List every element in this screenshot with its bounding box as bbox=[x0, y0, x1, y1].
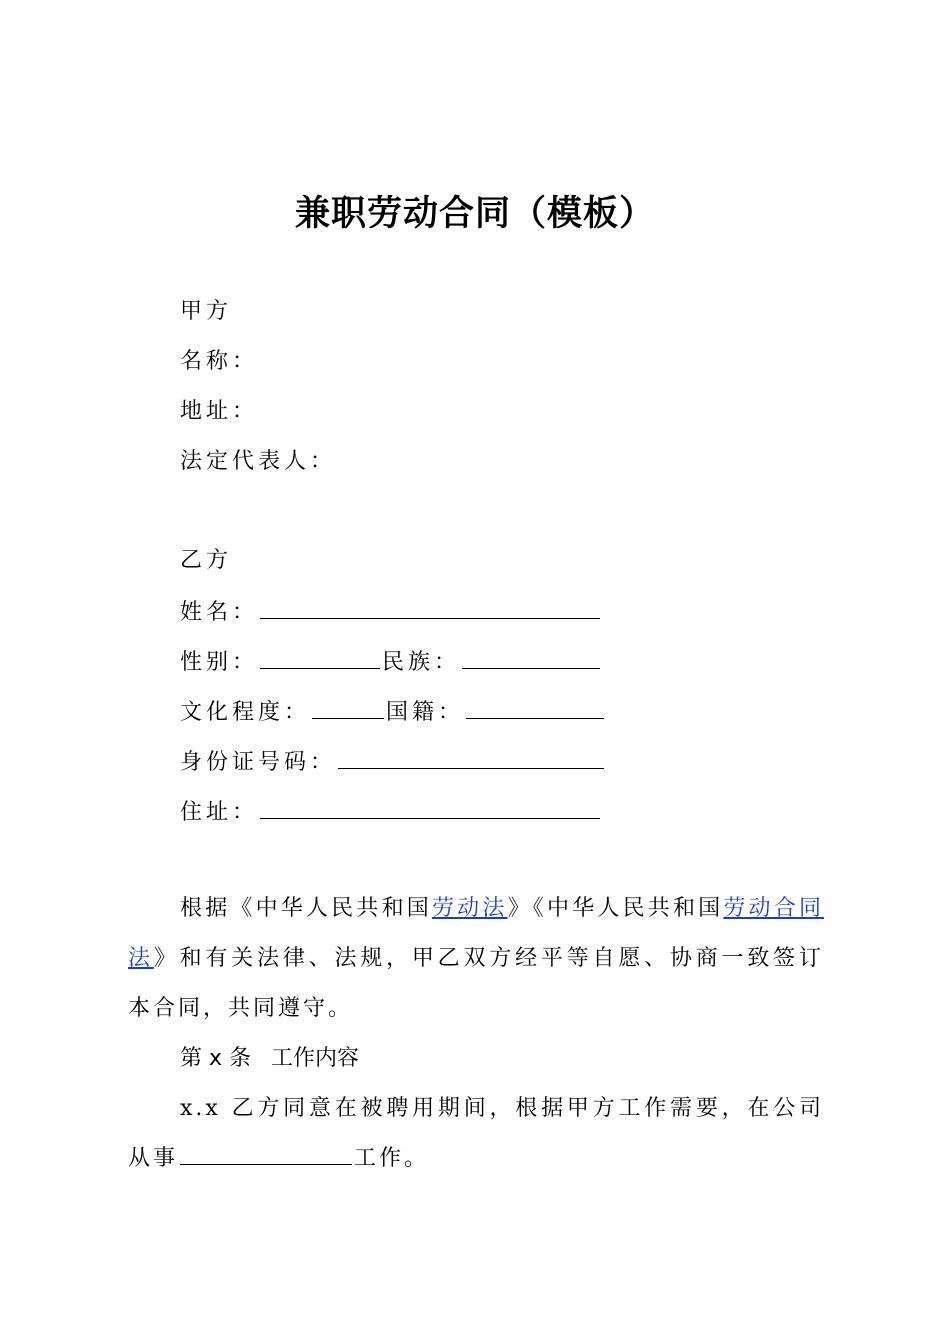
party-b-address-label: 住址： bbox=[180, 800, 259, 825]
party-b-education-row bbox=[180, 696, 606, 728]
section-heading bbox=[180, 1042, 359, 1076]
party-b-gender-label: 性别： bbox=[180, 650, 259, 675]
education-blank-field[interactable] bbox=[312, 696, 384, 719]
party-a-rep-label: 法定代表人： bbox=[180, 449, 337, 474]
party-b-id-label: 身份证号码： bbox=[180, 750, 337, 775]
party-a-heading: 甲方 bbox=[180, 299, 233, 324]
clause-text-2: 工作。 bbox=[354, 1146, 430, 1171]
labor-contract-law-link[interactable]: 劳动合同法 bbox=[128, 896, 824, 971]
section-title: 工作内容 bbox=[271, 1046, 360, 1071]
document-title: 兼职劳动合同（模板） bbox=[294, 193, 655, 234]
party-b-education-label: 文化程度： bbox=[180, 700, 311, 725]
party-b-id-row bbox=[180, 746, 606, 778]
id-number-blank-field[interactable] bbox=[338, 746, 604, 769]
party-b-address-row bbox=[180, 796, 602, 828]
party-b-nationality-label: 国籍： bbox=[386, 700, 465, 725]
party-b-heading: 乙方 bbox=[180, 548, 233, 573]
clause-text-1: x.x 乙方同意在被聘用期间，根据甲方工作需要，在公司从事 bbox=[128, 1096, 824, 1171]
intro-text-2: 》《中华人民共和国 bbox=[507, 896, 724, 921]
party-b-name-label: 姓名： bbox=[180, 600, 259, 625]
job-blank-field[interactable] bbox=[180, 1142, 352, 1165]
intro-text-1: 根据《中华人民共和国 bbox=[180, 896, 432, 921]
address-blank-field[interactable] bbox=[260, 796, 600, 819]
party-b-gender-row bbox=[180, 646, 602, 678]
ethnicity-blank-field[interactable] bbox=[462, 646, 600, 669]
section-number: 第 x 条 bbox=[180, 1046, 252, 1071]
gender-blank-field[interactable] bbox=[260, 646, 380, 669]
name-blank-field[interactable] bbox=[260, 596, 600, 619]
clause-paragraph bbox=[128, 1084, 824, 1184]
party-a-name-label: 名称： bbox=[180, 349, 259, 374]
nationality-blank-field[interactable] bbox=[466, 696, 604, 719]
party-a-address-label: 地址： bbox=[180, 399, 259, 424]
intro-text-3: 》和有关法律、法规，甲乙双方经平等自愿、协商一致签订本合同，共同遵守。 bbox=[128, 946, 824, 1021]
intro-paragraph bbox=[128, 884, 824, 1034]
party-b-name-row bbox=[180, 596, 602, 628]
party-b-ethnicity-label: 民族： bbox=[382, 650, 461, 675]
labor-law-link[interactable]: 劳动法 bbox=[431, 896, 508, 921]
